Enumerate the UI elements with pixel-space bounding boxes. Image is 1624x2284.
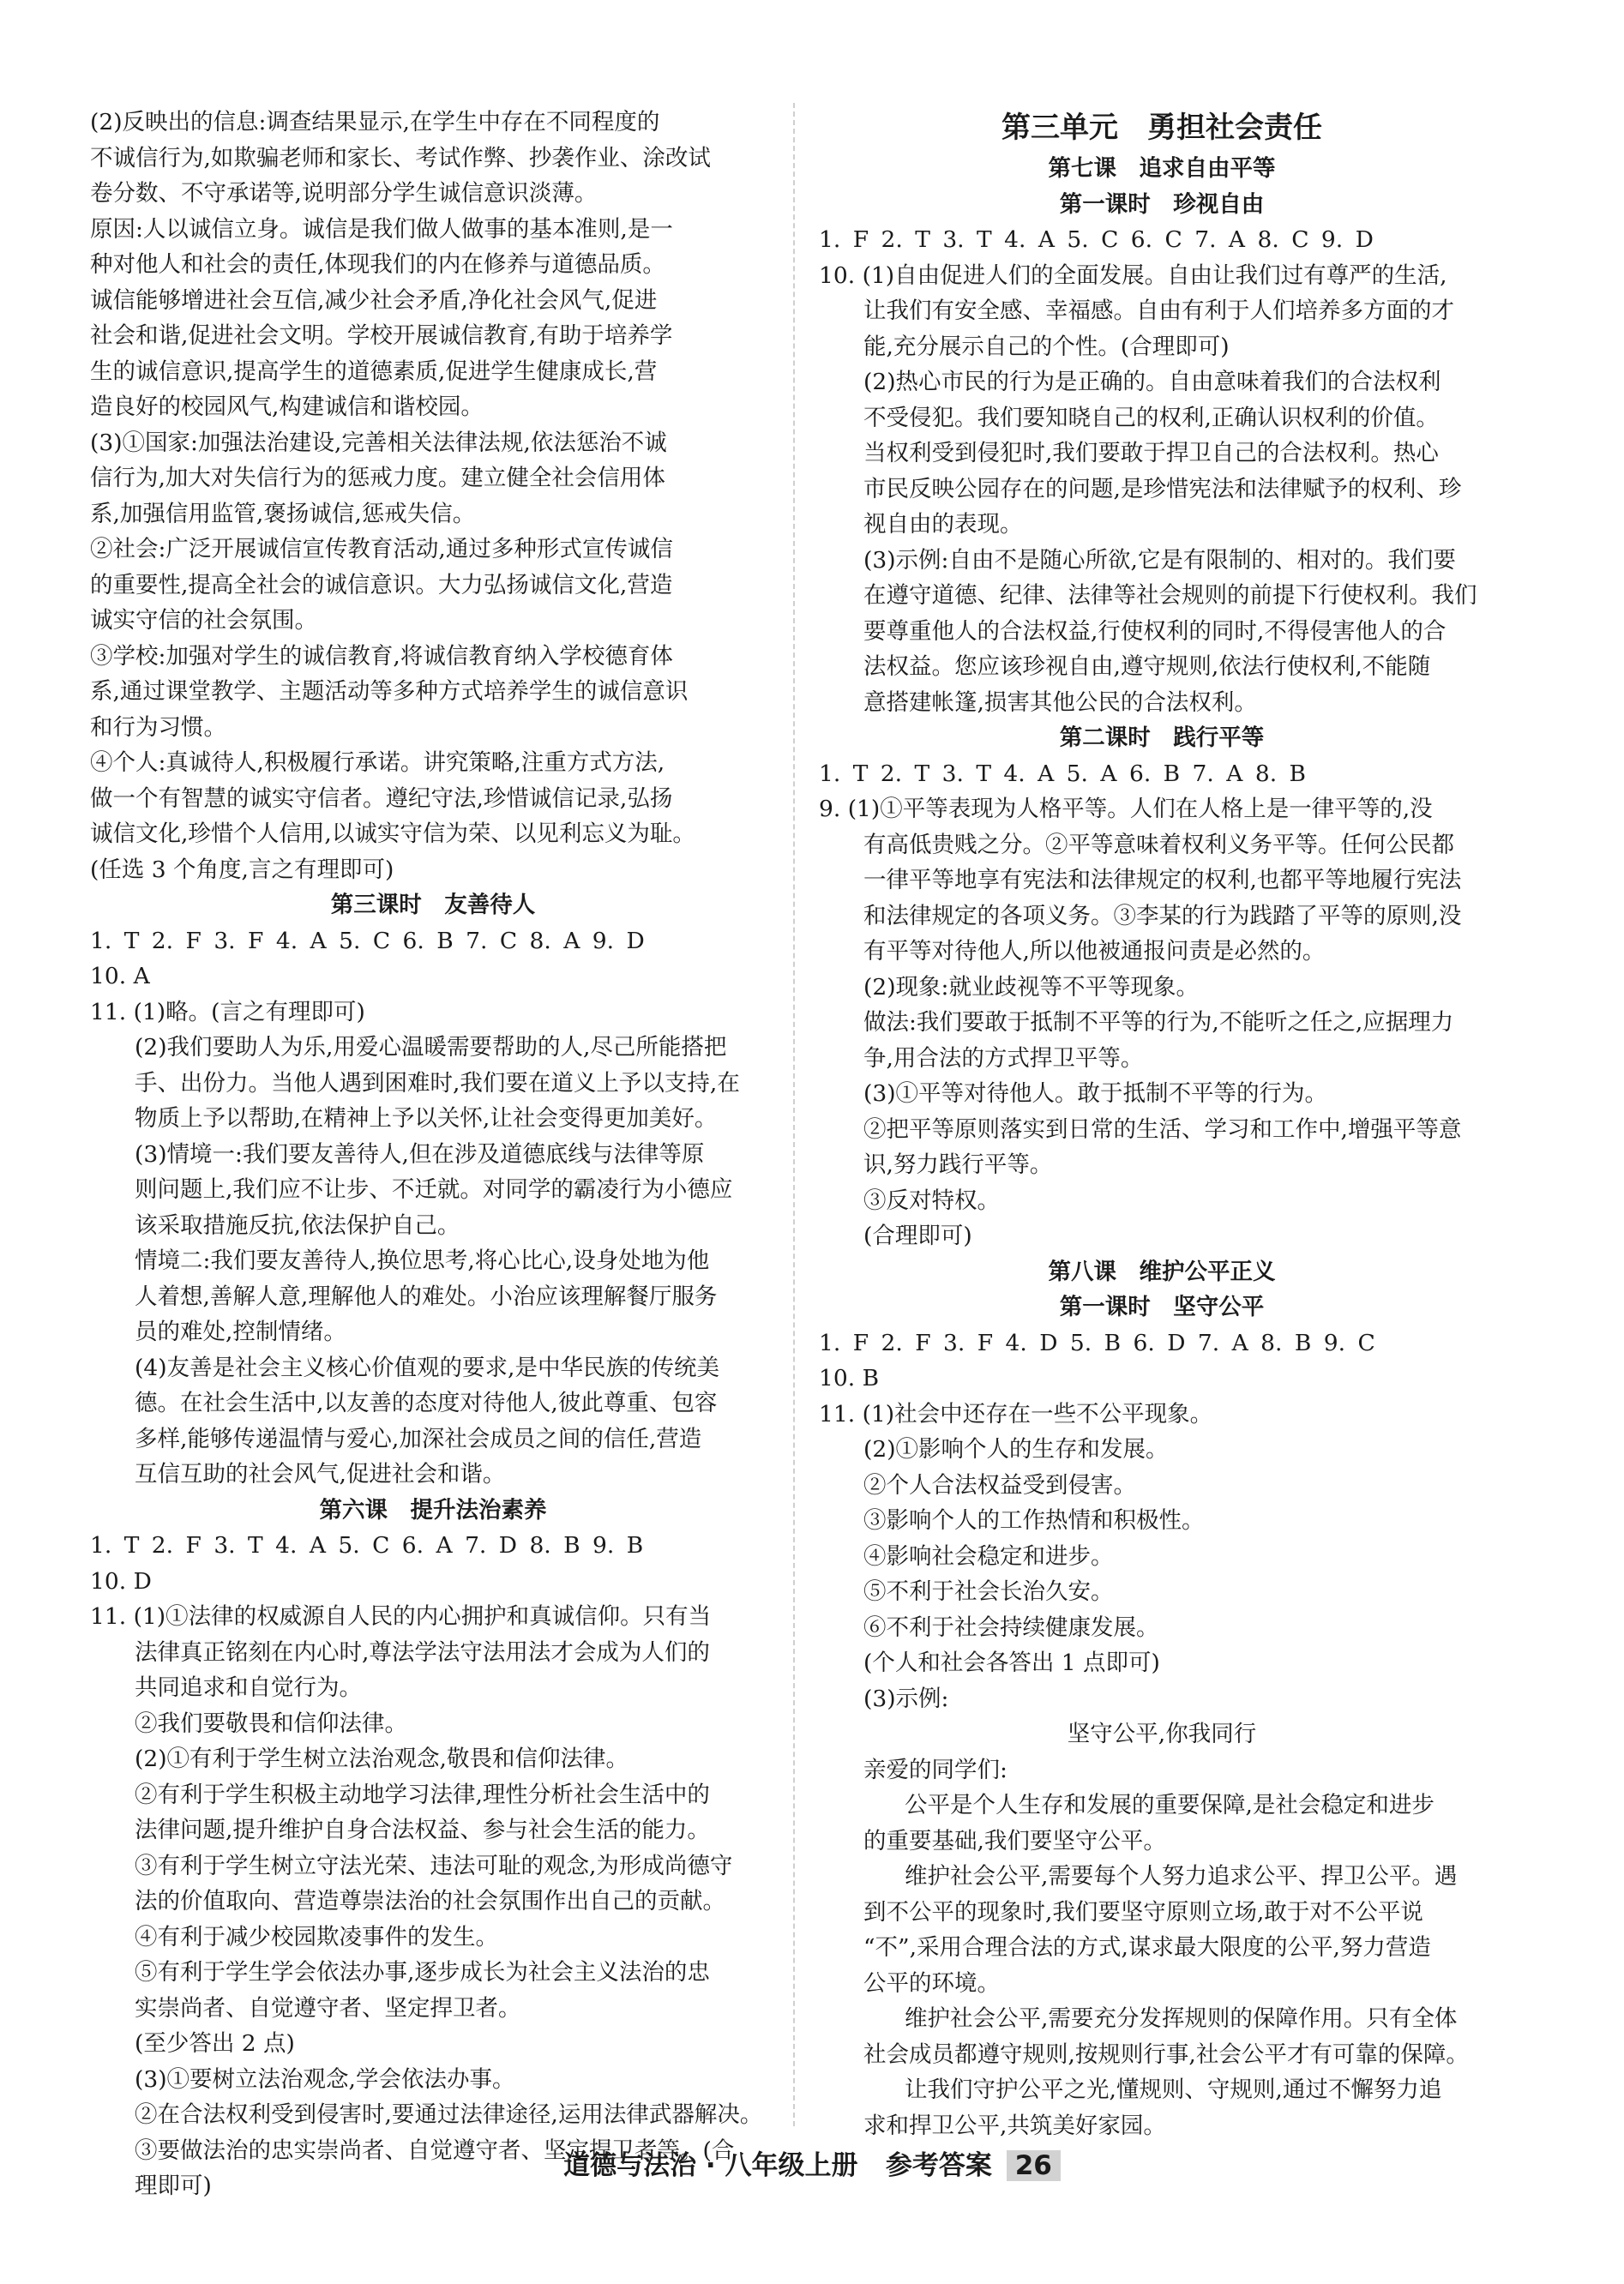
- text-line: ④有利于减少校园欺凌事件的发生。: [135, 1923, 498, 1950]
- text-line: 在遵守道德、纪律、法律等社会规则的前提下行使权利。我们: [863, 582, 1477, 609]
- text-line: (3)示例:自由不是随心所欲,它是有限制的、相对的。我们要: [863, 546, 1456, 574]
- text-line: 多样,能够传递温情与爱心,加深社会成员之间的信任,营造: [135, 1425, 702, 1452]
- text-line: (个人和社会各答出 1 点即可): [863, 1650, 1160, 1676]
- text-line: 视自由的表现。: [863, 511, 1023, 538]
- text-line: 1. F 2. F 3. F 4. D 5. B 6. D 7. A 8. B 9. C: [819, 1329, 1375, 1356]
- section-heading: 第七课 追求自由平等: [1048, 155, 1276, 182]
- section-heading: 第一课时 珍视自由: [1059, 190, 1265, 218]
- text-line: 当权利受到侵犯时,我们要敢于捍卫自己的合法权利。热心: [863, 440, 1439, 466]
- text-line: (2)现象:就业歧视等不平等现象。: [863, 973, 1199, 1001]
- footer-book-title: 道德与法治 · 八年级上册: [563, 2150, 858, 2181]
- text-line: 社会和谐,促进社会文明。学校开展诚信教育,有助于培养学: [90, 322, 673, 349]
- text-line: 情境二:我们要友善待人,换位思考,将心比心,设身处地为他: [135, 1247, 710, 1274]
- text-line: 做一个有智慧的诚实守信者。遵纪守法,珍惜诚信记录,弘扬: [90, 784, 673, 812]
- text-line: 11. (1)①法律的权威源自人民的内心拥护和真诚信仰。只有当: [90, 1603, 712, 1630]
- text-line: 能,充分展示自己的个性。(合理即可): [863, 333, 1230, 360]
- text-line: 一律平等地享有宪法和法律规定的权利,也都平等地履行宪法: [863, 867, 1462, 893]
- text-line: 意搭建帐篷,损害其他公民的合法权利。: [863, 688, 1257, 716]
- text-line: 生的诚信意识,提高学生的道德素质,促进学生健康成长,营: [90, 358, 658, 385]
- text-line: (3)①平等对待他人。敢于抵制不平等的行为。: [863, 1080, 1328, 1107]
- text-line: 则问题上,我们应不让步、不迁就。对同学的霸凌行为小德应: [135, 1176, 733, 1203]
- left-column: [90, 105, 776, 2204]
- text-line: 原因:人以诚信立身。诚信是我们做人做事的基本准则,是一: [90, 215, 673, 243]
- text-line: 诚实守信的社会氛围。: [90, 607, 317, 634]
- text-line: 和法律规定的各项义务。③李某的行为践踏了平等的原则,没: [863, 902, 1462, 929]
- text-line: 1. T 2. F 3. T 4. A 5. C 6. A 7. D 8. B 9. B: [90, 1532, 644, 1559]
- text-line: ④影响社会稳定和进步。: [863, 1542, 1114, 1570]
- text-line: 实崇尚者、自觉遵守者、坚定捍卫者。: [135, 1994, 521, 2022]
- text-line: 的重要性,提高全社会的诚信意识。大力弘扬诚信文化,营造: [90, 571, 673, 598]
- text-line: (3)示例:: [863, 1685, 949, 1712]
- text-line: 人着想,善解人意,理解他人的难处。小治应该理解餐厅服务: [135, 1283, 718, 1310]
- text-line: 法权益。您应该珍视自由,遵守规则,依法行使权利,不能随: [863, 653, 1431, 680]
- section-heading: 第三课时 友善待人: [330, 892, 536, 918]
- page-footer: [0, 2143, 1624, 2182]
- text-line: 有平等对待他人,所以他被通报问责是必然的。: [863, 938, 1326, 965]
- text-line: ②有利于学生积极主动地学习法律,理性分析社会生活中的: [135, 1781, 710, 1808]
- text-line: 市民反映公园存在的问题,是珍惜宪法和法律赋予的权利、珍: [863, 475, 1462, 502]
- text-line: 10. (1)自由促进人们的全面发展。自由让我们过有尊严的生活,: [819, 261, 1447, 289]
- text-line: ③反对特权。: [863, 1187, 1000, 1214]
- footer-section-label: 参考答案: [885, 2150, 992, 2181]
- text-line: 做法:我们要敢于抵制不平等的行为,不能听之任之,应据理力: [863, 1009, 1454, 1036]
- text-line: 维护社会公平,需要每个人努力追求公平、捍卫公平。遇: [905, 1863, 1458, 1890]
- section-heading: 第一课时 坚守公平: [1059, 1294, 1265, 1320]
- page-number: 26: [1007, 2150, 1061, 2181]
- text-line: ③学校:加强对学生的诚信教育,将诚信教育纳入学校德育体: [90, 642, 673, 670]
- text-line: 共同追求和自觉行为。: [135, 1674, 362, 1701]
- text-line: ④个人:真诚待人,积极履行承诺。讲究策略,注重方式方法,: [90, 749, 665, 776]
- text-line: ②个人合法权益受到侵害。: [863, 1471, 1136, 1499]
- text-line: 系,加强信用监管,褒扬诚信,惩戒失信。: [90, 500, 476, 527]
- text-line: 10. B: [819, 1365, 880, 1391]
- text-line: 卷分数、不守承诺等,说明部分学生诚信意识淡薄。: [90, 180, 598, 207]
- text-line: 有高低贵贱之分。②平等意味着权利义务平等。任何公民都: [863, 831, 1454, 858]
- text-line: 1. T 2. F 3. F 4. A 5. C 6. B 7. C 8. A 9. D: [90, 927, 645, 954]
- text-line: 1. T 2. T 3. T 4. A 5. A 6. B 7. A 8. B: [819, 760, 1307, 787]
- section-heading: 第三单元 勇担社会责任: [1001, 111, 1322, 145]
- text-line: (2)①有利于学生树立法治观念,敬畏和信仰法律。: [135, 1746, 629, 1772]
- text-line: 10. A: [90, 963, 150, 989]
- text-line: 1. F 2. T 3. T 4. A 5. C 6. C 7. A 8. C 9. D: [819, 226, 1374, 253]
- column-divider: [793, 103, 795, 2126]
- section-heading: 第八课 维护公平正义: [1048, 1258, 1276, 1285]
- text-line: (3)①要树立法治观念,学会依法办事。: [135, 2065, 515, 2093]
- text-line: 不诚信行为,如欺骗老师和家长、考试作弊、抄袭作业、涂改试: [90, 144, 711, 171]
- text-line: 10. D: [90, 1567, 152, 1595]
- text-line: ②把平等原则落实到日常的生活、学习和工作中,增强平等意: [863, 1115, 1462, 1143]
- text-line: 的重要基础,我们要坚守公平。: [863, 1827, 1166, 1854]
- text-line: 让我们守护公平之光,懂规则、守规则,通过不懈努力追: [905, 2077, 1442, 2103]
- text-line: 法律问题,提升维护自身合法权益、参与社会生活的能力。: [135, 1817, 710, 1843]
- text-line: (2)热心市民的行为是正确的。自由意味着我们的合法权利: [863, 369, 1441, 395]
- text-line: 11. (1)略。(言之有理即可): [90, 998, 365, 1025]
- text-line: (2)①影响个人的生存和发展。: [863, 1436, 1169, 1463]
- text-line: 种对他人和社会的责任,体现我们的内在修养与道德品质。: [90, 251, 665, 278]
- right-column: [819, 105, 1505, 2143]
- text-line: (2)反映出的信息:调查结果显示,在学生中存在不同程度的: [90, 109, 660, 135]
- text-line: 信行为,加大对失信行为的惩戒力度。建立健全社会信用体: [90, 465, 665, 491]
- section-heading: 第二课时 践行平等: [1059, 724, 1265, 751]
- text-line: 求和捍卫公平,共筑美好家园。: [863, 2112, 1166, 2139]
- text-line: 11. (1)社会中还存在一些不公平现象。: [819, 1400, 1213, 1428]
- text-line: ⑥不利于社会持续健康发展。: [863, 1614, 1159, 1641]
- text-line: 互信互助的社会风气,促进社会和谐。: [135, 1461, 506, 1488]
- text-line: (4)友善是社会主义核心价值观的要求,是中华民族的传统美: [135, 1354, 719, 1381]
- text-line: ②社会:广泛开展诚信宣传教育活动,通过多种形式宣传诚信: [90, 536, 673, 562]
- text-line: ⑤有利于学生学会依法办事,逐步成长为社会主义法治的忠: [135, 1959, 710, 1986]
- text-line: 诚信能够增进社会互信,减少社会矛盾,净化社会风气,促进: [90, 286, 658, 314]
- text-line: 手、出份力。当他人遇到困难时,我们要在道义上予以支持,在: [135, 1069, 740, 1097]
- text-line: 员的难处,控制情绪。: [135, 1319, 346, 1345]
- text-line: ②我们要敬畏和信仰法律。: [135, 1710, 407, 1737]
- text-line: 物质上予以帮助,在精神上予以关怀,让社会变得更加美好。: [135, 1105, 718, 1132]
- text-line: 坚守公平,你我同行: [1067, 1721, 1257, 1747]
- text-line: (3)①国家:加强法治建设,完善相关法律法规,依法惩治不诚: [90, 429, 667, 456]
- section-heading: 第六课 提升法治素养: [319, 1496, 547, 1524]
- text-line: ⑤不利于社会长治久安。: [863, 1578, 1114, 1605]
- text-line: 9. (1)①平等表现为人格平等。人们在人格上是一律平等的,没: [819, 796, 1433, 822]
- text-line: ②在合法权利受到侵害时,要通过法律途径,运用法律武器解决。: [135, 2101, 763, 2128]
- text-line: “不”,采用合理合法的方式,谋求最大限度的公平,努力营造: [863, 1934, 1431, 1961]
- text-line: 争,用合法的方式捍卫平等。: [863, 1044, 1144, 1072]
- text-line: (合理即可): [863, 1223, 972, 1249]
- text-line: 系,通过课堂教学、主题活动等多种方式培养学生的诚信意识: [90, 678, 689, 705]
- text-line: 造良好的校园风气,构建诚信和谐校园。: [90, 394, 484, 420]
- text-line: 公平是个人生存和发展的重要保障,是社会稳定和进步: [905, 1792, 1435, 1818]
- text-line: 社会成员都遵守规则,按规则行事,社会公平才有可靠的保障。: [863, 2041, 1469, 2068]
- text-line: 公平的环境。: [863, 1969, 1000, 1997]
- text-line: 亲爱的同学们:: [863, 1756, 1007, 1783]
- text-line: 让我们有安全感、幸福感。自由有利于人们培养多方面的才: [863, 298, 1454, 324]
- text-line: 和行为习惯。: [90, 713, 226, 741]
- text-line: 理即可): [135, 2173, 212, 2199]
- text-line: 诚信文化,珍惜个人信用,以诚实守信为荣、以见利忘义为耻。: [90, 820, 695, 847]
- text-line: ③有利于学生树立守法光荣、违法可耻的观念,为形成尚德守: [135, 1852, 733, 1879]
- text-line: (2)我们要助人为乐,用爱心温暖需要帮助的人,尽己所能搭把: [135, 1034, 727, 1061]
- text-line: 法律真正铭刻在内心时,尊法学法守法用法才会成为人们的: [135, 1638, 710, 1666]
- text-line: (至少答出 2 点): [135, 2030, 295, 2057]
- text-line: 识,努力践行平等。: [863, 1151, 1053, 1178]
- text-line: 维护社会公平,需要充分发挥规则的保障作用。只有全体: [905, 2005, 1458, 2032]
- text-line: 法的价值取向、营造尊崇法治的社会氛围作出自己的贡献。: [135, 1888, 725, 1914]
- text-line: ③要做法治的忠实崇尚者、自觉遵守者、坚定捍卫者等。(合: [135, 2137, 735, 2164]
- text-line: 德。在社会生活中,以友善的态度对待他人,彼此尊重、包容: [135, 1390, 718, 1416]
- text-line: 该采取措施反抗,依法保护自己。: [135, 1211, 460, 1239]
- text-line: (任选 3 个角度,言之有理即可): [90, 856, 394, 883]
- text-line: 不受侵犯。我们要知晓自己的权利,正确认识权利的价值。: [863, 404, 1439, 431]
- text-line: 要尊重他人的合法权益,行使权利的同时,不得侵害他人的合: [863, 617, 1447, 645]
- text-line: ③影响个人的工作热情和积极性。: [863, 1507, 1205, 1534]
- text-line: (3)情境一:我们要友善待人,但在涉及道德底线与法律等原: [135, 1140, 705, 1168]
- text-line: 到不公平的现象时,我们要坚守原则立场,敢于对不公平说: [863, 1898, 1423, 1926]
